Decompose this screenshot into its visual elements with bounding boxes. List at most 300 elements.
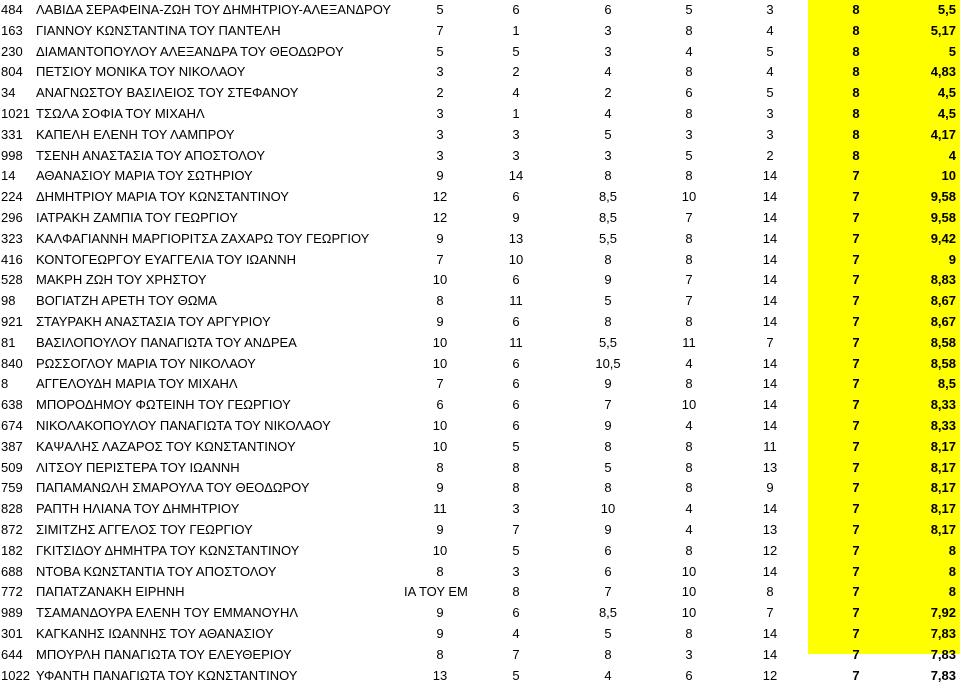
cell-id[interactable]: 296 xyxy=(1,210,23,225)
cell-value-3[interactable]: 8 xyxy=(604,480,612,496)
cell-value-5[interactable]: 14 xyxy=(762,230,778,246)
cell-value-2[interactable]: 6 xyxy=(512,397,520,413)
cell-value-1[interactable]: 10 xyxy=(432,272,448,288)
cell-id[interactable]: 8 xyxy=(1,376,9,392)
cell-value-4[interactable]: 8 xyxy=(685,168,693,184)
cell-name[interactable]: ΜΑΚΡΗ ΖΩΗ ΤΟΥ ΧΡΗΣΤΟΥ xyxy=(36,272,207,288)
table-row[interactable] xyxy=(0,146,960,167)
cell-value-5[interactable]: 7 xyxy=(766,605,774,621)
cell-value-4[interactable]: 6 xyxy=(685,85,693,101)
table-row[interactable] xyxy=(0,62,960,83)
cell-value-4[interactable]: 8 xyxy=(685,376,693,392)
cell-value-2[interactable]: 6 xyxy=(512,2,520,17)
cell-value-6[interactable]: 7 xyxy=(852,626,860,641)
cell-total[interactable]: 8,67 xyxy=(930,293,956,309)
cell-value-6[interactable]: 7 xyxy=(852,355,860,371)
cell-value-1[interactable]: 12 xyxy=(432,189,448,205)
cell-value-3[interactable]: 6 xyxy=(604,563,612,579)
cell-name[interactable]: ΝΙΚΟΛΑΚΟΠΟΥΛΟΥ ΠΑΝΑΓΙΩΤΑ ΤΟΥ ΝΙΚΟΛΑΟΥ xyxy=(36,418,331,433)
cell-value-1[interactable]: 12 xyxy=(432,210,448,225)
cell-value-5[interactable]: 14 xyxy=(762,251,778,267)
cell-id[interactable]: 804 xyxy=(1,64,23,80)
cell-value-3[interactable]: 3 xyxy=(604,147,612,163)
table-row[interactable] xyxy=(0,666,960,686)
cell-id[interactable]: 688 xyxy=(1,563,23,579)
cell-value-6[interactable]: 8 xyxy=(852,22,860,38)
cell-value-3[interactable]: 8,5 xyxy=(598,189,618,205)
cell-value-5[interactable]: 12 xyxy=(762,542,778,558)
cell-value-3[interactable]: 5 xyxy=(604,459,612,475)
cell-id[interactable]: 674 xyxy=(1,418,23,433)
cell-name[interactable]: ΓΚΙΤΣΙΔΟΥ ΔΗΜΗΤΡΑ ΤΟΥ ΚΩΝΣΤΑΝΤΙΝΟΥ xyxy=(36,542,300,558)
cell-value-3[interactable]: 7 xyxy=(604,584,612,600)
cell-value-6[interactable]: 7 xyxy=(852,334,860,350)
table-row[interactable] xyxy=(0,291,960,312)
cell-name[interactable]: ΔΗΜΗΤΡΙΟΥ ΜΑΡΙΑ ΤΟΥ ΚΩΝΣΤΑΝΤΙΝΟΥ xyxy=(36,189,289,205)
cell-value-1[interactable]: 13 xyxy=(432,667,448,683)
cell-value-5[interactable]: 14 xyxy=(762,314,778,329)
cell-total[interactable]: 4,5 xyxy=(937,106,956,121)
cell-value-1[interactable]: 2 xyxy=(436,85,444,101)
table-row[interactable] xyxy=(0,624,960,645)
cell-id[interactable]: 772 xyxy=(1,584,23,600)
cell-value-6[interactable]: 7 xyxy=(852,646,860,662)
table-row[interactable] xyxy=(0,520,960,541)
cell-value-5[interactable]: 8 xyxy=(766,584,774,600)
cell-name[interactable]: ΝΤΟΒΑ ΚΩΝΣΤΑΝΤΙΑ ΤΟΥ ΑΠΟΣΤΟΛΟΥ xyxy=(36,563,277,579)
table-row[interactable] xyxy=(0,312,960,333)
cell-id[interactable]: 638 xyxy=(1,397,23,413)
table-row[interactable] xyxy=(0,125,960,146)
cell-id[interactable]: 323 xyxy=(1,230,23,246)
table-row[interactable] xyxy=(0,333,960,354)
cell-value-5[interactable]: 3 xyxy=(766,106,774,121)
cell-value-1[interactable]: 9 xyxy=(436,314,444,329)
cell-value-6[interactable]: 7 xyxy=(852,210,860,225)
cell-id[interactable]: 1021 xyxy=(1,106,30,121)
cell-value-5[interactable]: 14 xyxy=(762,563,778,579)
cell-value-5[interactable]: 13 xyxy=(762,522,778,537)
cell-value-1[interactable]: 7 xyxy=(436,251,444,267)
cell-id[interactable]: 759 xyxy=(1,480,23,496)
cell-id[interactable]: 872 xyxy=(1,522,23,537)
cell-value-1[interactable]: 10 xyxy=(432,355,448,371)
cell-value-1[interactable]: 3 xyxy=(436,147,444,163)
cell-value-1[interactable]: 10 xyxy=(432,334,448,350)
cell-value-6[interactable]: 7 xyxy=(852,438,860,454)
cell-total[interactable]: 8,58 xyxy=(930,334,956,350)
cell-id[interactable]: 182 xyxy=(1,542,23,558)
cell-total[interactable]: 7,83 xyxy=(930,626,956,641)
cell-value-1[interactable]: 9 xyxy=(436,168,444,184)
cell-value-5[interactable]: 5 xyxy=(766,85,774,101)
cell-value-6[interactable]: 7 xyxy=(852,189,860,205)
cell-total[interactable]: 7,83 xyxy=(930,646,956,662)
cell-id[interactable]: 14 xyxy=(1,168,16,184)
cell-total[interactable]: 8,17 xyxy=(930,501,956,517)
cell-value-5[interactable]: 14 xyxy=(762,210,778,225)
cell-name[interactable]: ΡΩΣΣΟΓΛΟΥ ΜΑΡΙΑ ΤΟΥ ΝΙΚΟΛΑΟΥ xyxy=(36,355,256,371)
cell-value-3[interactable]: 5,5 xyxy=(598,230,618,246)
cell-value-6[interactable]: 7 xyxy=(852,667,860,683)
cell-value-2[interactable]: 14 xyxy=(508,168,524,184)
cell-value-6[interactable]: 8 xyxy=(852,85,860,101)
cell-id[interactable]: 509 xyxy=(1,459,23,475)
cell-value-4[interactable]: 8 xyxy=(685,314,693,329)
cell-value-5[interactable]: 4 xyxy=(766,22,774,38)
cell-value-2[interactable]: 13 xyxy=(508,230,524,246)
cell-name[interactable]: ΔΙΑΜΑΝΤΟΠΟΥΛΟΥ ΑΛΕΞΑΝΔΡΑ ΤΟΥ ΘΕΟΔΩΡΟΥ xyxy=(36,43,344,59)
cell-value-4[interactable]: 8 xyxy=(685,22,693,38)
cell-value-3[interactable]: 8 xyxy=(604,438,612,454)
cell-total[interactable]: 8,58 xyxy=(930,355,956,371)
cell-value-6[interactable]: 7 xyxy=(852,605,860,621)
cell-value-2[interactable]: 6 xyxy=(512,314,520,329)
cell-value-4[interactable]: 10 xyxy=(681,584,697,600)
cell-value-2[interactable]: 6 xyxy=(512,189,520,205)
cell-total[interactable]: 8 xyxy=(948,563,956,579)
cell-total[interactable]: 4,83 xyxy=(930,64,956,80)
cell-value-3[interactable]: 5,5 xyxy=(598,334,618,350)
cell-value-5[interactable]: 14 xyxy=(762,189,778,205)
cell-total[interactable]: 9,58 xyxy=(930,189,956,205)
table-row[interactable] xyxy=(0,499,960,520)
cell-total[interactable]: 8,17 xyxy=(930,480,956,496)
cell-name[interactable]: ΚΟΝΤΟΓΕΩΡΓΟΥ ΕΥΑΓΓΕΛΙΑ ΤΟΥ ΙΩΑΝΝΗ xyxy=(36,251,296,267)
cell-value-6[interactable]: 7 xyxy=(852,542,860,558)
cell-name[interactable]: ΜΠΟΡΟΔΗΜΟΥ ΦΩΤΕΙΝΗ ΤΟΥ ΓΕΩΡΓΙΟΥ xyxy=(36,397,291,413)
cell-name[interactable]: ΑΘΑΝΑΣΙΟΥ ΜΑΡΙΑ ΤΟΥ ΣΩΤΗΡΙΟΥ xyxy=(36,168,253,184)
cell-value-3[interactable]: 5 xyxy=(604,293,612,309)
cell-name[interactable]: ΚΑΨΑΛΗΣ ΛΑΖΑΡΟΣ ΤΟΥ ΚΩΝΣΤΑΝΤΙΝΟΥ xyxy=(36,438,296,454)
cell-value-1[interactable]: 3 xyxy=(436,126,444,142)
cell-value-3[interactable]: 9 xyxy=(604,376,612,392)
table-row[interactable] xyxy=(0,21,960,42)
cell-name[interactable]: ΥΦΑΝΤΗ ΠΑΝΑΓΙΩΤΑ ΤΟΥ ΚΩΝΣΤΑΝΤΙΝΟΥ xyxy=(36,667,298,683)
cell-value-4[interactable]: 7 xyxy=(685,272,693,288)
cell-value-1[interactable]: 9 xyxy=(436,480,444,496)
cell-value-3[interactable]: 9 xyxy=(604,418,612,433)
cell-value-2[interactable]: 5 xyxy=(512,542,520,558)
table-row[interactable] xyxy=(0,582,960,603)
cell-value-4[interactable]: 10 xyxy=(681,605,697,621)
cell-value-3[interactable]: 8 xyxy=(604,314,612,329)
cell-name[interactable]: ΤΣΕΝΗ ΑΝΑΣΤΑΣΙΑ ΤΟΥ ΑΠΟΣΤΟΛΟΥ xyxy=(36,147,266,163)
cell-value-6[interactable]: 7 xyxy=(852,293,860,309)
cell-id[interactable]: 828 xyxy=(1,501,23,517)
cell-value-4[interactable]: 8 xyxy=(685,626,693,641)
cell-value-4[interactable]: 11 xyxy=(682,334,696,350)
cell-value-4[interactable]: 8 xyxy=(685,230,693,246)
cell-value-2[interactable]: 3 xyxy=(512,501,520,517)
cell-value-3[interactable]: 9 xyxy=(604,522,612,537)
cell-value-3[interactable]: 5 xyxy=(604,626,612,641)
cell-value-6[interactable]: 7 xyxy=(852,418,860,433)
cell-value-2[interactable]: 4 xyxy=(512,626,520,641)
cell-name[interactable]: ΡΑΠΤΗ ΗΛΙΑΝΑ ΤΟΥ ΔΗΜΗΤΡΙΟΥ xyxy=(36,501,240,517)
cell-value-2[interactable]: 4 xyxy=(512,85,520,101)
cell-value-1[interactable]: 10 xyxy=(432,438,448,454)
cell-value-2[interactable]: 6 xyxy=(512,376,520,392)
cell-id[interactable]: 387 xyxy=(1,438,23,454)
cell-name[interactable]: ΠΑΠΑΜΑΝΩΛΗ ΣΜΑΡΟΥΛΑ ΤΟΥ ΘΕΟΔΩΡΟΥ xyxy=(36,480,310,496)
cell-value-5[interactable]: 14 xyxy=(762,397,778,413)
cell-value-4[interactable]: 10 xyxy=(681,397,697,413)
cell-value-6[interactable]: 7 xyxy=(852,459,860,475)
cell-id[interactable]: 484 xyxy=(1,2,23,17)
cell-id[interactable]: 34 xyxy=(1,85,16,101)
cell-total[interactable]: 5,17 xyxy=(930,22,956,38)
cell-name[interactable]: ΣΙΜΙΤΖΗΣ ΑΓΓΕΛΟΣ ΤΟΥ ΓΕΩΡΓΙΟΥ xyxy=(36,522,253,537)
cell-value-3[interactable]: 6 xyxy=(604,542,612,558)
cell-value-3[interactable]: 10 xyxy=(600,501,616,517)
table-row[interactable] xyxy=(0,208,960,229)
cell-value-6[interactable]: 8 xyxy=(852,106,860,121)
cell-value-5[interactable]: 3 xyxy=(766,2,774,17)
table-row[interactable] xyxy=(0,354,960,375)
table-row[interactable] xyxy=(0,645,960,666)
cell-value-2[interactable]: 2 xyxy=(512,64,520,80)
cell-value-6[interactable]: 7 xyxy=(852,501,860,517)
cell-value-4[interactable]: 10 xyxy=(681,563,697,579)
cell-value-4[interactable]: 5 xyxy=(685,2,693,17)
cell-value-1[interactable]: 8 xyxy=(436,563,444,579)
cell-value-5[interactable]: 11 xyxy=(763,438,777,454)
cell-value-1[interactable]: 3 xyxy=(436,64,444,80)
cell-value-6[interactable]: 7 xyxy=(852,230,860,246)
cell-value-4[interactable]: 4 xyxy=(685,355,693,371)
cell-value-3[interactable]: 8 xyxy=(604,168,612,184)
cell-name[interactable]: ΚΑΓΚΑΝΗΣ ΙΩΑΝΝΗΣ ΤΟΥ ΑΘΑΝΑΣΙΟΥ xyxy=(36,626,274,641)
cell-value-5[interactable]: 13 xyxy=(762,459,778,475)
cell-name[interactable]: ΤΣΩΛΑ ΣΟΦΙΑ ΤΟΥ ΜΙΧΑΗΛ xyxy=(36,106,205,121)
cell-id[interactable]: 331 xyxy=(1,126,23,142)
cell-total[interactable]: 8,33 xyxy=(930,397,956,413)
cell-value-1[interactable]: 10 xyxy=(432,418,448,433)
cell-total[interactable]: 8,33 xyxy=(930,418,956,433)
cell-value-4[interactable]: 10 xyxy=(681,189,697,205)
cell-value-6[interactable]: 7 xyxy=(852,376,860,392)
table-row[interactable] xyxy=(0,42,960,63)
cell-name[interactable]: ΠΑΠΑΤΖΑΝΑΚΗ ΕΙΡΗΝΗ xyxy=(36,584,185,600)
table-row[interactable] xyxy=(0,416,960,437)
cell-value-5[interactable]: 14 xyxy=(762,626,778,641)
cell-value-1[interactable]: 11 xyxy=(433,501,447,517)
cell-value-6[interactable]: 7 xyxy=(852,480,860,496)
cell-value-2[interactable]: 11 xyxy=(509,334,523,350)
cell-value-4[interactable]: 8 xyxy=(685,106,693,121)
cell-total[interactable]: 7,83 xyxy=(930,667,956,683)
table-row[interactable] xyxy=(0,603,960,624)
cell-total[interactable]: 8,67 xyxy=(930,314,956,329)
cell-total[interactable]: 8,17 xyxy=(930,522,956,537)
cell-value-2[interactable]: 5 xyxy=(512,438,520,454)
cell-id[interactable]: 989 xyxy=(1,605,23,621)
cell-value-3[interactable]: 4 xyxy=(604,106,612,121)
cell-value-4[interactable]: 6 xyxy=(685,667,693,683)
cell-total[interactable]: 5,5 xyxy=(937,2,956,17)
table-row[interactable] xyxy=(0,478,960,499)
cell-value-3[interactable]: 5 xyxy=(604,126,612,142)
cell-value-2[interactable]: 8 xyxy=(512,459,520,475)
cell-value-1[interactable]: 9 xyxy=(436,522,444,537)
cell-value-2[interactable]: 3 xyxy=(512,147,520,163)
cell-value-6[interactable]: 7 xyxy=(852,314,860,329)
cell-value-4[interactable]: 4 xyxy=(685,501,693,517)
table-row[interactable] xyxy=(0,0,960,21)
cell-total[interactable]: 9 xyxy=(948,251,956,267)
cell-value-4[interactable]: 4 xyxy=(685,418,693,433)
table-row[interactable] xyxy=(0,83,960,104)
cell-total[interactable]: 9,58 xyxy=(930,210,956,225)
cell-name[interactable]: ΚΑΛΦΑΓΙΑΝΝΗ ΜΑΡΓΙΟΡΙΤΣΑ ΖΑΧΑΡΩ ΤΟΥ ΓΕΩΡΓΙΟΥ xyxy=(36,230,370,246)
cell-id[interactable]: 998 xyxy=(1,147,23,163)
table-row[interactable] xyxy=(0,374,960,395)
cell-total[interactable]: 8 xyxy=(948,584,956,600)
cell-value-5[interactable]: 14 xyxy=(762,168,778,184)
cell-value-5[interactable]: 3 xyxy=(766,126,774,142)
cell-id[interactable]: 98 xyxy=(1,293,16,309)
cell-value-1[interactable]: 9 xyxy=(436,605,444,621)
cell-value-4[interactable]: 3 xyxy=(685,126,693,142)
cell-value-3[interactable]: 8,5 xyxy=(598,210,618,225)
cell-name[interactable]: ΛΙΤΣΟΥ ΠΕΡΙΣΤΕΡΑ ΤΟΥ ΙΩΑΝΝΗ xyxy=(36,459,240,475)
table-row[interactable] xyxy=(0,270,960,291)
cell-value-2[interactable]: 8 xyxy=(512,584,520,600)
cell-value-3[interactable]: 8 xyxy=(604,251,612,267)
cell-value-4[interactable]: 4 xyxy=(685,522,693,537)
cell-total[interactable]: 8,17 xyxy=(930,438,956,454)
cell-id[interactable]: 230 xyxy=(1,43,23,59)
cell-total[interactable]: 8,5 xyxy=(937,376,956,392)
cell-value-3[interactable]: 8 xyxy=(604,646,612,662)
cell-name[interactable]: ΤΣΑΜΑΝΔΟΥΡΑ ΕΛΕΝΗ ΤΟΥ ΕΜΜΑΝΟΥΗΛ xyxy=(36,605,299,621)
cell-value-6[interactable]: 7 xyxy=(852,251,860,267)
cell-value-4[interactable]: 7 xyxy=(685,210,693,225)
cell-total[interactable]: 8,83 xyxy=(930,272,956,288)
cell-name[interactable]: ΣΤΑΥΡΑΚΗ ΑΝΑΣΤΑΣΙΑ ΤΟΥ ΑΡΓΥΡΙΟΥ xyxy=(36,314,271,329)
cell-value-3[interactable]: 9 xyxy=(604,272,612,288)
cell-value-5[interactable]: 14 xyxy=(762,272,778,288)
cell-value-6[interactable]: 8 xyxy=(852,2,860,17)
cell-value-1[interactable]: 8 xyxy=(436,459,444,475)
cell-name[interactable]: ΙΑΤΡΑΚΗ ΖΑΜΠΙΑ ΤΟΥ ΓΕΩΡΓΙΟΥ xyxy=(36,210,238,225)
cell-total[interactable]: 9,42 xyxy=(930,230,956,246)
cell-value-2[interactable]: 6 xyxy=(512,355,520,371)
table-row[interactable] xyxy=(0,458,960,479)
cell-value-3[interactable]: 4 xyxy=(604,667,612,683)
table-row[interactable] xyxy=(0,562,960,583)
cell-value-3[interactable]: 3 xyxy=(604,22,612,38)
cell-value-6[interactable]: 8 xyxy=(852,126,860,142)
cell-value-3[interactable]: 7 xyxy=(604,397,612,413)
cell-value-1[interactable]: 8 xyxy=(436,293,444,309)
cell-id[interactable]: 301 xyxy=(1,626,23,641)
table-row[interactable] xyxy=(0,250,960,271)
table-row[interactable] xyxy=(0,229,960,250)
cell-name[interactable]: ΜΠΟΥΡΛΗ ΠΑΝΑΓΙΩΤΑ ΤΟΥ ΕΛΕΥΘΕΡΙΟΥ xyxy=(36,646,292,662)
cell-name[interactable]: ΑΝΑΓΝΩΣΤΟΥ ΒΑΣΙΛΕΙΟΣ ΤΟΥ ΣΤΕΦΑΝΟΥ xyxy=(36,85,299,101)
cell-value-4[interactable]: 4 xyxy=(685,43,693,59)
cell-total[interactable]: 4,5 xyxy=(937,85,956,101)
cell-value-2[interactable]: 10 xyxy=(508,251,524,267)
cell-name[interactable]: ΑΓΓΕΛΟΥΔΗ ΜΑΡΙΑ ΤΟΥ ΜΙΧΑΗΛ xyxy=(36,376,238,392)
cell-value-6[interactable]: 7 xyxy=(852,522,860,537)
cell-value-2[interactable]: 6 xyxy=(512,418,520,433)
cell-id[interactable]: 528 xyxy=(1,272,23,288)
cell-name[interactable]: ΛΑΒΙΔΑ ΣΕΡΑΦΕΙΝΑ-ΖΩΗ ΤΟΥ ΔΗΜΗΤΡΙΟΥ-ΑΛΕΞΑΝΔΡΟΥ xyxy=(36,2,392,17)
cell-name[interactable]: ΠΕΤΣΙΟΥ ΜΟΝΙΚΑ ΤΟΥ ΝΙΚΟΛΑΟΥ xyxy=(36,64,246,80)
cell-id[interactable]: 416 xyxy=(1,251,23,267)
cell-value-6[interactable]: 7 xyxy=(852,272,860,288)
cell-value-1[interactable]: 5 xyxy=(436,43,444,59)
cell-id[interactable]: 1022 xyxy=(1,667,30,683)
cell-value-6[interactable]: 7 xyxy=(852,168,860,184)
cell-value-3[interactable]: 8,5 xyxy=(598,605,618,621)
cell-value-1[interactable]: 10 xyxy=(432,542,448,558)
cell-value-2[interactable]: 6 xyxy=(512,605,520,621)
cell-value-6[interactable]: 8 xyxy=(852,64,860,80)
cell-value-5[interactable]: 5 xyxy=(766,43,774,59)
cell-value-4[interactable]: 8 xyxy=(685,251,693,267)
cell-value-4[interactable]: 5 xyxy=(685,147,693,163)
cell-value-1[interactable]: 8 xyxy=(436,646,444,662)
cell-name[interactable]: ΒΟΓΙΑΤΖΗ ΑΡΕΤΗ ΤΟΥ ΘΩΜΑ xyxy=(36,293,217,309)
cell-value-5[interactable]: 9 xyxy=(766,480,774,496)
table-row[interactable] xyxy=(0,187,960,208)
table-row[interactable] xyxy=(0,541,960,562)
cell-value-5[interactable]: 14 xyxy=(762,376,778,392)
cell-value-3[interactable]: 6 xyxy=(604,2,612,17)
cell-value-2[interactable]: 8 xyxy=(512,480,520,496)
cell-total[interactable]: 5 xyxy=(948,43,956,59)
cell-value-2[interactable]: 5 xyxy=(512,667,520,683)
cell-value-5[interactable]: 14 xyxy=(762,293,778,309)
cell-id[interactable]: 81 xyxy=(1,334,16,350)
cell-value-2[interactable]: 7 xyxy=(512,646,520,662)
cell-id[interactable]: 644 xyxy=(1,646,23,662)
cell-value-6[interactable]: 7 xyxy=(852,584,860,600)
cell-id[interactable]: 921 xyxy=(1,314,23,329)
cell-value-4[interactable]: 8 xyxy=(685,459,693,475)
cell-value-2[interactable]: 5 xyxy=(512,43,520,59)
cell-id[interactable]: 163 xyxy=(1,22,23,38)
table-row[interactable] xyxy=(0,104,960,125)
cell-value-5[interactable]: 12 xyxy=(762,667,778,683)
cell-value-5[interactable]: 2 xyxy=(766,147,774,163)
cell-value-6[interactable]: 7 xyxy=(852,397,860,413)
cell-value-4[interactable]: 7 xyxy=(685,293,693,309)
cell-value-4[interactable]: 3 xyxy=(685,646,693,662)
cell-value-2[interactable]: 1 xyxy=(512,22,520,38)
cell-value-4[interactable]: 8 xyxy=(685,480,693,496)
cell-value-6[interactable]: 8 xyxy=(852,43,860,59)
cell-value-5[interactable]: 4 xyxy=(766,64,774,80)
cell-value-1[interactable]: 6 xyxy=(436,397,444,413)
cell-total[interactable]: 4 xyxy=(948,147,956,163)
cell-value-5[interactable]: 14 xyxy=(762,501,778,517)
cell-total[interactable]: 4,17 xyxy=(930,126,956,142)
cell-value-3[interactable]: 10,5 xyxy=(595,355,621,371)
cell-value-3[interactable]: 2 xyxy=(604,85,612,101)
cell-value-4[interactable]: 8 xyxy=(685,438,693,454)
cell-value-4[interactable]: 8 xyxy=(685,542,693,558)
cell-value-2[interactable]: 3 xyxy=(512,563,520,579)
cell-value-6[interactable]: 7 xyxy=(852,563,860,579)
cell-name[interactable]: ΚΑΠΕΛΗ ΕΛΕΝΗ ΤΟΥ ΛΑΜΠΡΟΥ xyxy=(36,126,235,142)
cell-value-3[interactable]: 4 xyxy=(604,64,612,80)
cell-name[interactable]: ΒΑΣΙΛΟΠΟΥΛΟΥ ΠΑΝΑΓΙΩΤΑ ΤΟΥ ΑΝΔΡΕΑ xyxy=(36,334,297,350)
